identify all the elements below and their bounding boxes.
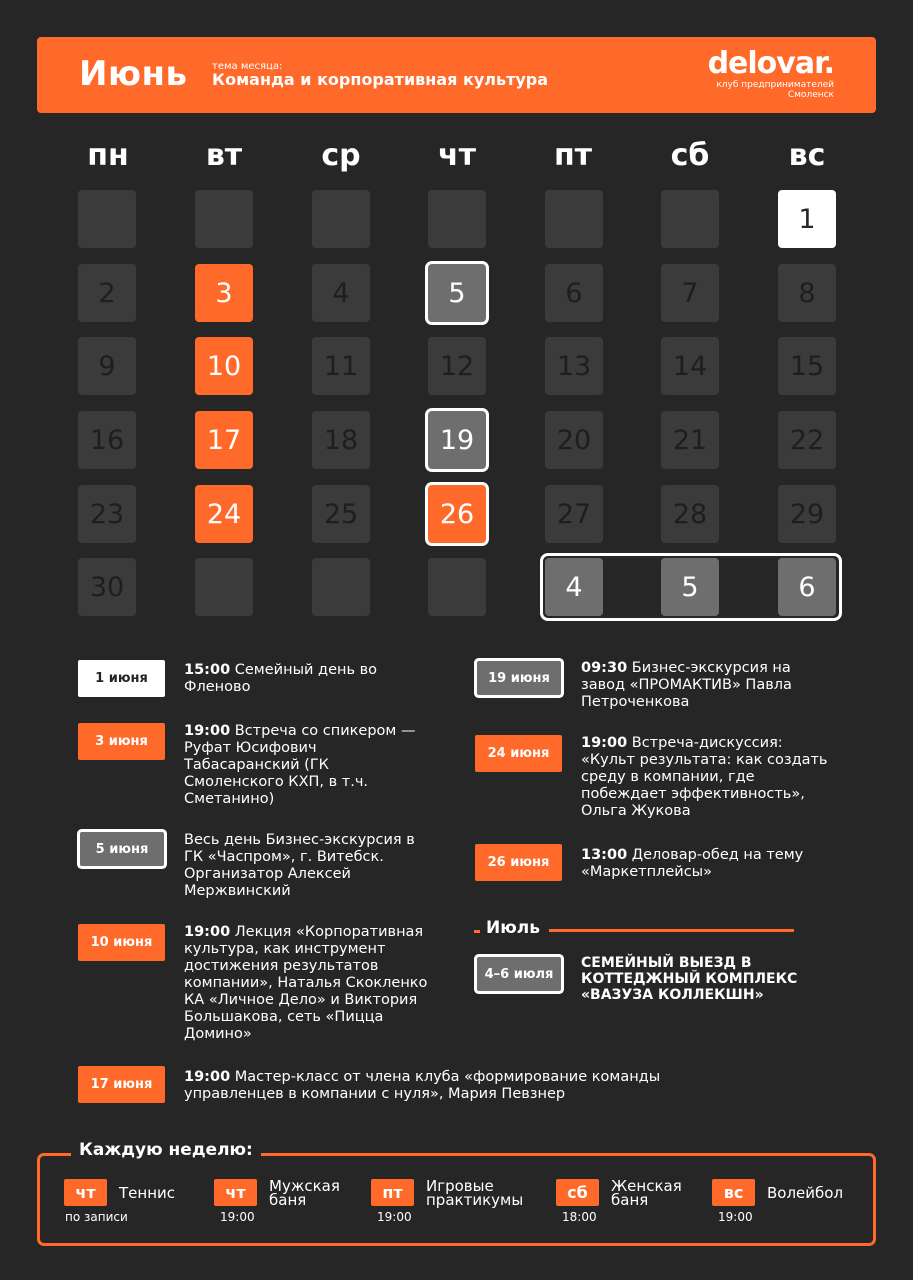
- event-date-tag: 24 июня: [475, 735, 562, 772]
- weekly-activity-time: 19:00: [718, 1210, 753, 1224]
- calendar-day-30: 30: [78, 558, 136, 616]
- calendar-day-20: 20: [545, 411, 603, 469]
- event-text: Встреча со спикером — Руфат Юсифович Табасаранский (ГК Смоленского КХП, в т.ч. Сметанино): [184, 723, 416, 807]
- theme-title: Команда и корпоративная культура: [212, 70, 549, 89]
- event-text: Лекция «Корпоративная культура, как инструмент достижения результатов компании», Наталья Скокленко КА «Личное Дело» и Виктория Большакова, сеть «Пицца Домино»: [184, 924, 428, 1042]
- weekday-thu: чт: [438, 138, 476, 173]
- logo-subtitle-2: Смоленск: [787, 90, 834, 100]
- event-text: Бизнес-экскурсия на завод «ПРОМАКТИВ» Павла Петроченкова: [581, 660, 792, 710]
- event-time: 09:30: [581, 660, 628, 676]
- calendar-day-21: 21: [661, 411, 719, 469]
- weekly-title: Каждую неделю:: [71, 1140, 261, 1160]
- event-description: [581, 660, 811, 711]
- event-text: Встреча-дискуссия: «Культ результата: как создать среду в компании, где побеждает эффективность», Ольга Жукова: [581, 735, 828, 819]
- calendar-day-26: 26: [428, 485, 486, 543]
- weekly-day-badge: сб: [556, 1179, 599, 1206]
- calendar-day-6: 6: [545, 264, 603, 322]
- calendar-day-9: 9: [78, 337, 136, 395]
- calendar-empty-cell: [312, 190, 370, 248]
- theme-label: тема месяца:: [212, 61, 283, 72]
- logo-subtitle-1: клуб предпринимателей: [716, 80, 834, 90]
- event-time: 19:00: [581, 735, 628, 751]
- weekly-activity-time: 19:00: [377, 1210, 412, 1224]
- weekday-fri: пт: [553, 138, 593, 173]
- weekly-day-badge: вс: [712, 1179, 755, 1206]
- event-date-tag: 5 июня: [80, 832, 164, 866]
- event-date-tag: 10 июня: [78, 924, 165, 961]
- event-description: [184, 1069, 684, 1103]
- event-description: [184, 924, 444, 1043]
- weekly-activity-time: по записи: [65, 1210, 128, 1224]
- event-time: 13:00: [581, 847, 628, 863]
- calendar-day-28: 28: [661, 485, 719, 543]
- calendar-day-19: 19: [428, 411, 486, 469]
- calendar-empty-cell: [545, 190, 603, 248]
- event-time: 19:00: [184, 1069, 231, 1085]
- calendar-day-1: 1: [778, 190, 836, 248]
- calendar-day-25: 25: [312, 485, 370, 543]
- calendar-empty-cell: [195, 558, 253, 616]
- calendar-day-12: 12: [428, 337, 486, 395]
- calendar-empty-cell: [312, 558, 370, 616]
- weekly-activity-time: 19:00: [220, 1210, 255, 1224]
- weekday-sun: вс: [788, 138, 826, 173]
- weekday-wed: ср: [321, 138, 361, 173]
- july-divider-left: [474, 930, 480, 933]
- calendar-empty-cell: [195, 190, 253, 248]
- calendar-day-27: 27: [545, 485, 603, 543]
- calendar-day-13: 13: [545, 337, 603, 395]
- event-time: 19:00: [184, 924, 231, 940]
- weekly-activity-time: 18:00: [562, 1210, 597, 1224]
- calendar-day-11: 11: [312, 337, 370, 395]
- calendar-day-22: 22: [778, 411, 836, 469]
- calendar-july-day-4: 4: [545, 558, 603, 616]
- event-date-tag: 17 июня: [78, 1066, 165, 1103]
- calendar-day-16: 16: [78, 411, 136, 469]
- weekly-day-badge: чт: [64, 1179, 107, 1206]
- event-description: [184, 662, 384, 696]
- july-divider-right: [549, 929, 794, 932]
- calendar-day-15: 15: [778, 337, 836, 395]
- calendar-day-10: 10: [195, 337, 253, 395]
- delovar-logo: [708, 48, 834, 100]
- calendar-day-17: 17: [195, 411, 253, 469]
- logo-wordmark: delovar.: [707, 46, 834, 81]
- month-title: Июнь: [79, 54, 188, 94]
- calendar-july-day-6: 6: [778, 558, 836, 616]
- calendar-day-2: 2: [78, 264, 136, 322]
- calendar-day-5: 5: [428, 264, 486, 322]
- july-date-tag: 4–6 июля: [477, 957, 561, 991]
- july-heading: Июль: [486, 918, 540, 938]
- weekday-tue: вт: [205, 138, 243, 173]
- calendar-day-4: 4: [312, 264, 370, 322]
- calendar-day-23: 23: [78, 485, 136, 543]
- calendar-empty-cell: [428, 558, 486, 616]
- event-time: 15:00: [184, 662, 231, 678]
- weekly-activity-name: Теннис: [119, 1184, 176, 1202]
- weekday-mon: пн: [87, 138, 129, 173]
- calendar-empty-cell: [78, 190, 136, 248]
- event-description: [581, 735, 836, 820]
- calendar-empty-cell: [661, 190, 719, 248]
- event-description: Весь день Бизнес-экскурсия в ГК «Часпром», г. Витебск. Организатор Алексей Мержвинский: [184, 832, 415, 899]
- event-time: 19:00: [184, 723, 231, 739]
- header-banner: [37, 37, 876, 113]
- calendar-day-14: 14: [661, 337, 719, 395]
- event-date-tag: 19 июня: [477, 661, 561, 695]
- weekly-day-badge: пт: [371, 1179, 414, 1206]
- july-event-text: СЕМЕЙНЫЙ ВЫЕЗД В КОТТЕДЖНЫЙ КОМПЛЕКС «ВАЗУЗА КОЛЛЕКШН»: [581, 955, 798, 1003]
- weekly-activity-name: Игровые практикумы: [426, 1177, 524, 1209]
- calendar-day-7: 7: [661, 264, 719, 322]
- event-description: [581, 847, 821, 881]
- event-text: Семейный день во Фленово: [184, 662, 378, 695]
- weekly-activity-name: Женская баня: [611, 1177, 682, 1209]
- calendar-day-18: 18: [312, 411, 370, 469]
- weekday-sat: сб: [670, 138, 710, 173]
- event-date-tag: 1 июня: [78, 660, 165, 697]
- calendar-empty-cell: [428, 190, 486, 248]
- event-description: [184, 723, 424, 808]
- event-text: Мастер-класс от члена клуба «формирование команды управленцев в компании с нуля», Мария Певзнер: [184, 1069, 661, 1102]
- event-text: Деловар-обед на тему «Маркетплейсы»: [581, 847, 804, 880]
- weekly-activity-name: Волейбол: [767, 1184, 844, 1202]
- calendar-day-8: 8: [778, 264, 836, 322]
- calendar-july-day-5: 5: [661, 558, 719, 616]
- weekly-activity-name: Мужская баня: [269, 1177, 340, 1209]
- calendar-day-3: 3: [195, 264, 253, 322]
- event-date-tag: 26 июня: [475, 844, 562, 881]
- calendar-day-29: 29: [778, 485, 836, 543]
- weekly-day-badge: чт: [214, 1179, 257, 1206]
- event-date-tag: 3 июня: [78, 723, 165, 760]
- calendar-day-24: 24: [195, 485, 253, 543]
